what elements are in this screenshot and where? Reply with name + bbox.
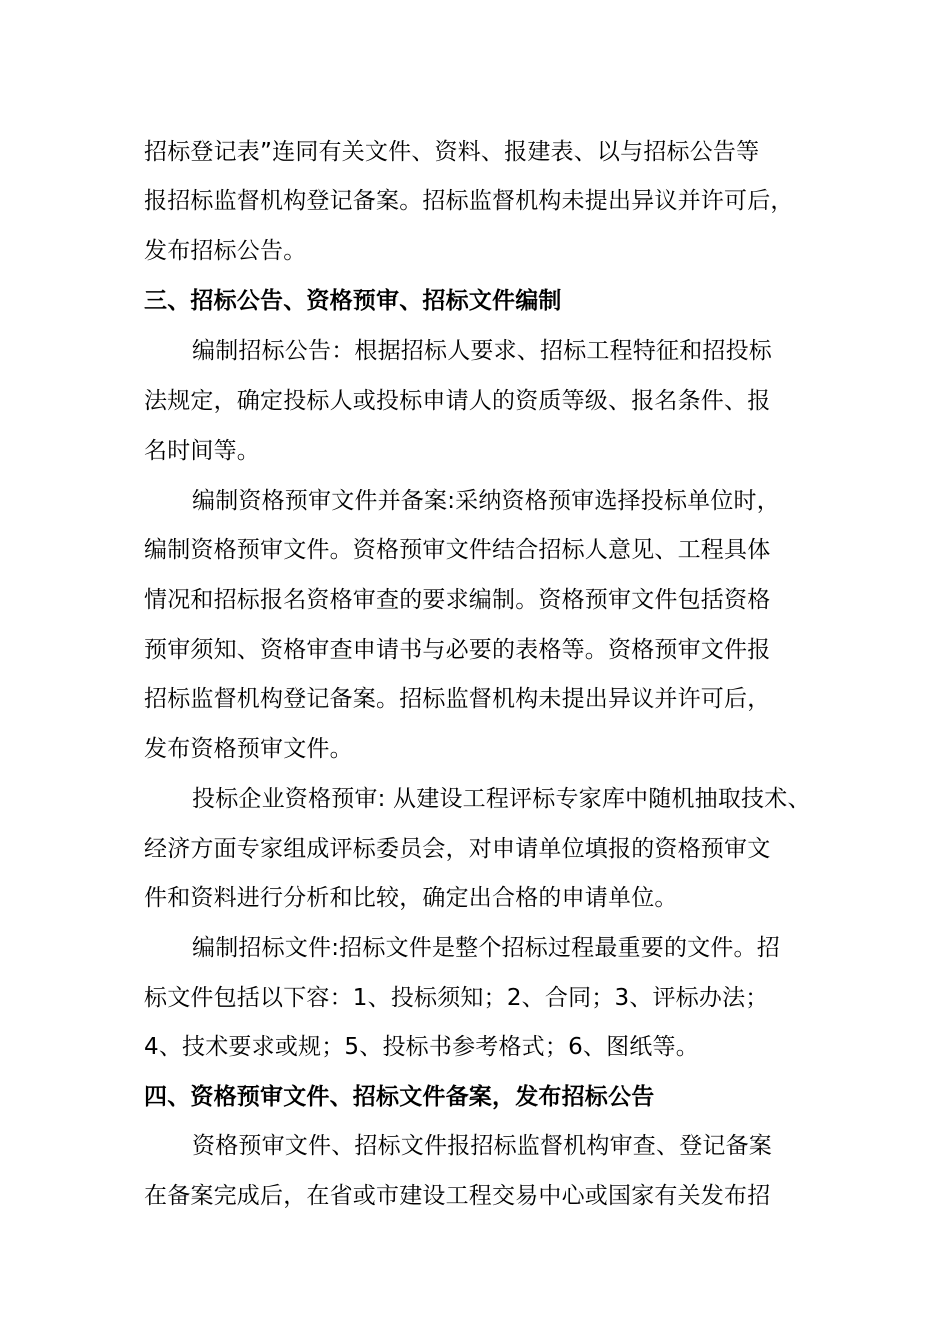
- text-line: 发布资格预审文件。: [144, 736, 353, 762]
- text-line: 法规定，确定投标人或投标申请人的资质等级、报名条件、报: [144, 388, 771, 414]
- section-heading-4: 四、资格预审文件、招标文件备案，发布招标公告: [144, 1084, 655, 1110]
- text-line: 预审须知、资格审查申请书与必要的表格等。资格预审文件报: [144, 637, 771, 663]
- section-heading-3: 三、招标公告、资格预审、招标文件编制: [144, 288, 562, 314]
- text-line: 件和资料进行分析和比较，确定出合格的申请单位。: [144, 885, 678, 911]
- text-line: 报招标监督机构登记备案。招标监督机构未提出异议并许可后，: [144, 188, 794, 214]
- text-line: 名时间等。: [144, 438, 260, 464]
- text-line: 编制招标公告：根据招标人要求、招标工程特征和招投标: [192, 338, 772, 364]
- text-line: 编制资格预审文件。资格预审文件结合招标人意见、工程具体: [144, 537, 771, 563]
- text-line: 经济方面专家组成评标委员会，对申请单位填报的资格预审文: [144, 836, 771, 862]
- text-line: 发布招标公告。: [144, 238, 307, 264]
- text-line: 情况和招标报名资格审查的要求编制。资格预审文件包括资格: [144, 587, 771, 613]
- text-line: 招标监督机构登记备案。招标监督机构未提出异议并许可后，: [144, 686, 771, 712]
- text-line: 编制资格预审文件并备案:采纳资格预审选择投标单位时，: [192, 488, 780, 514]
- text-line: 4、技术要求或规；5、投标书参考格式；6、图纸等。: [144, 1034, 699, 1060]
- text-line: 资格预审文件、招标文件报招标监督机构审查、登记备案: [192, 1133, 772, 1159]
- text-line: 编制招标文件:招标文件是整个招标过程最重要的文件。招: [192, 935, 780, 961]
- text-line: 招标登记表”连同有关文件、资料、报建表、以与招标公告等: [144, 139, 760, 165]
- text-line: 标文件包括以下容：1、投标须知；2、合同；3、评标办法；: [144, 985, 769, 1011]
- text-line: 在备案完成后，在省或市建设工程交易中心或国家有关发布招: [144, 1183, 771, 1209]
- text-line: 投标企业资格预审: 从建设工程评标专家库中随机抽取技术、: [192, 786, 811, 812]
